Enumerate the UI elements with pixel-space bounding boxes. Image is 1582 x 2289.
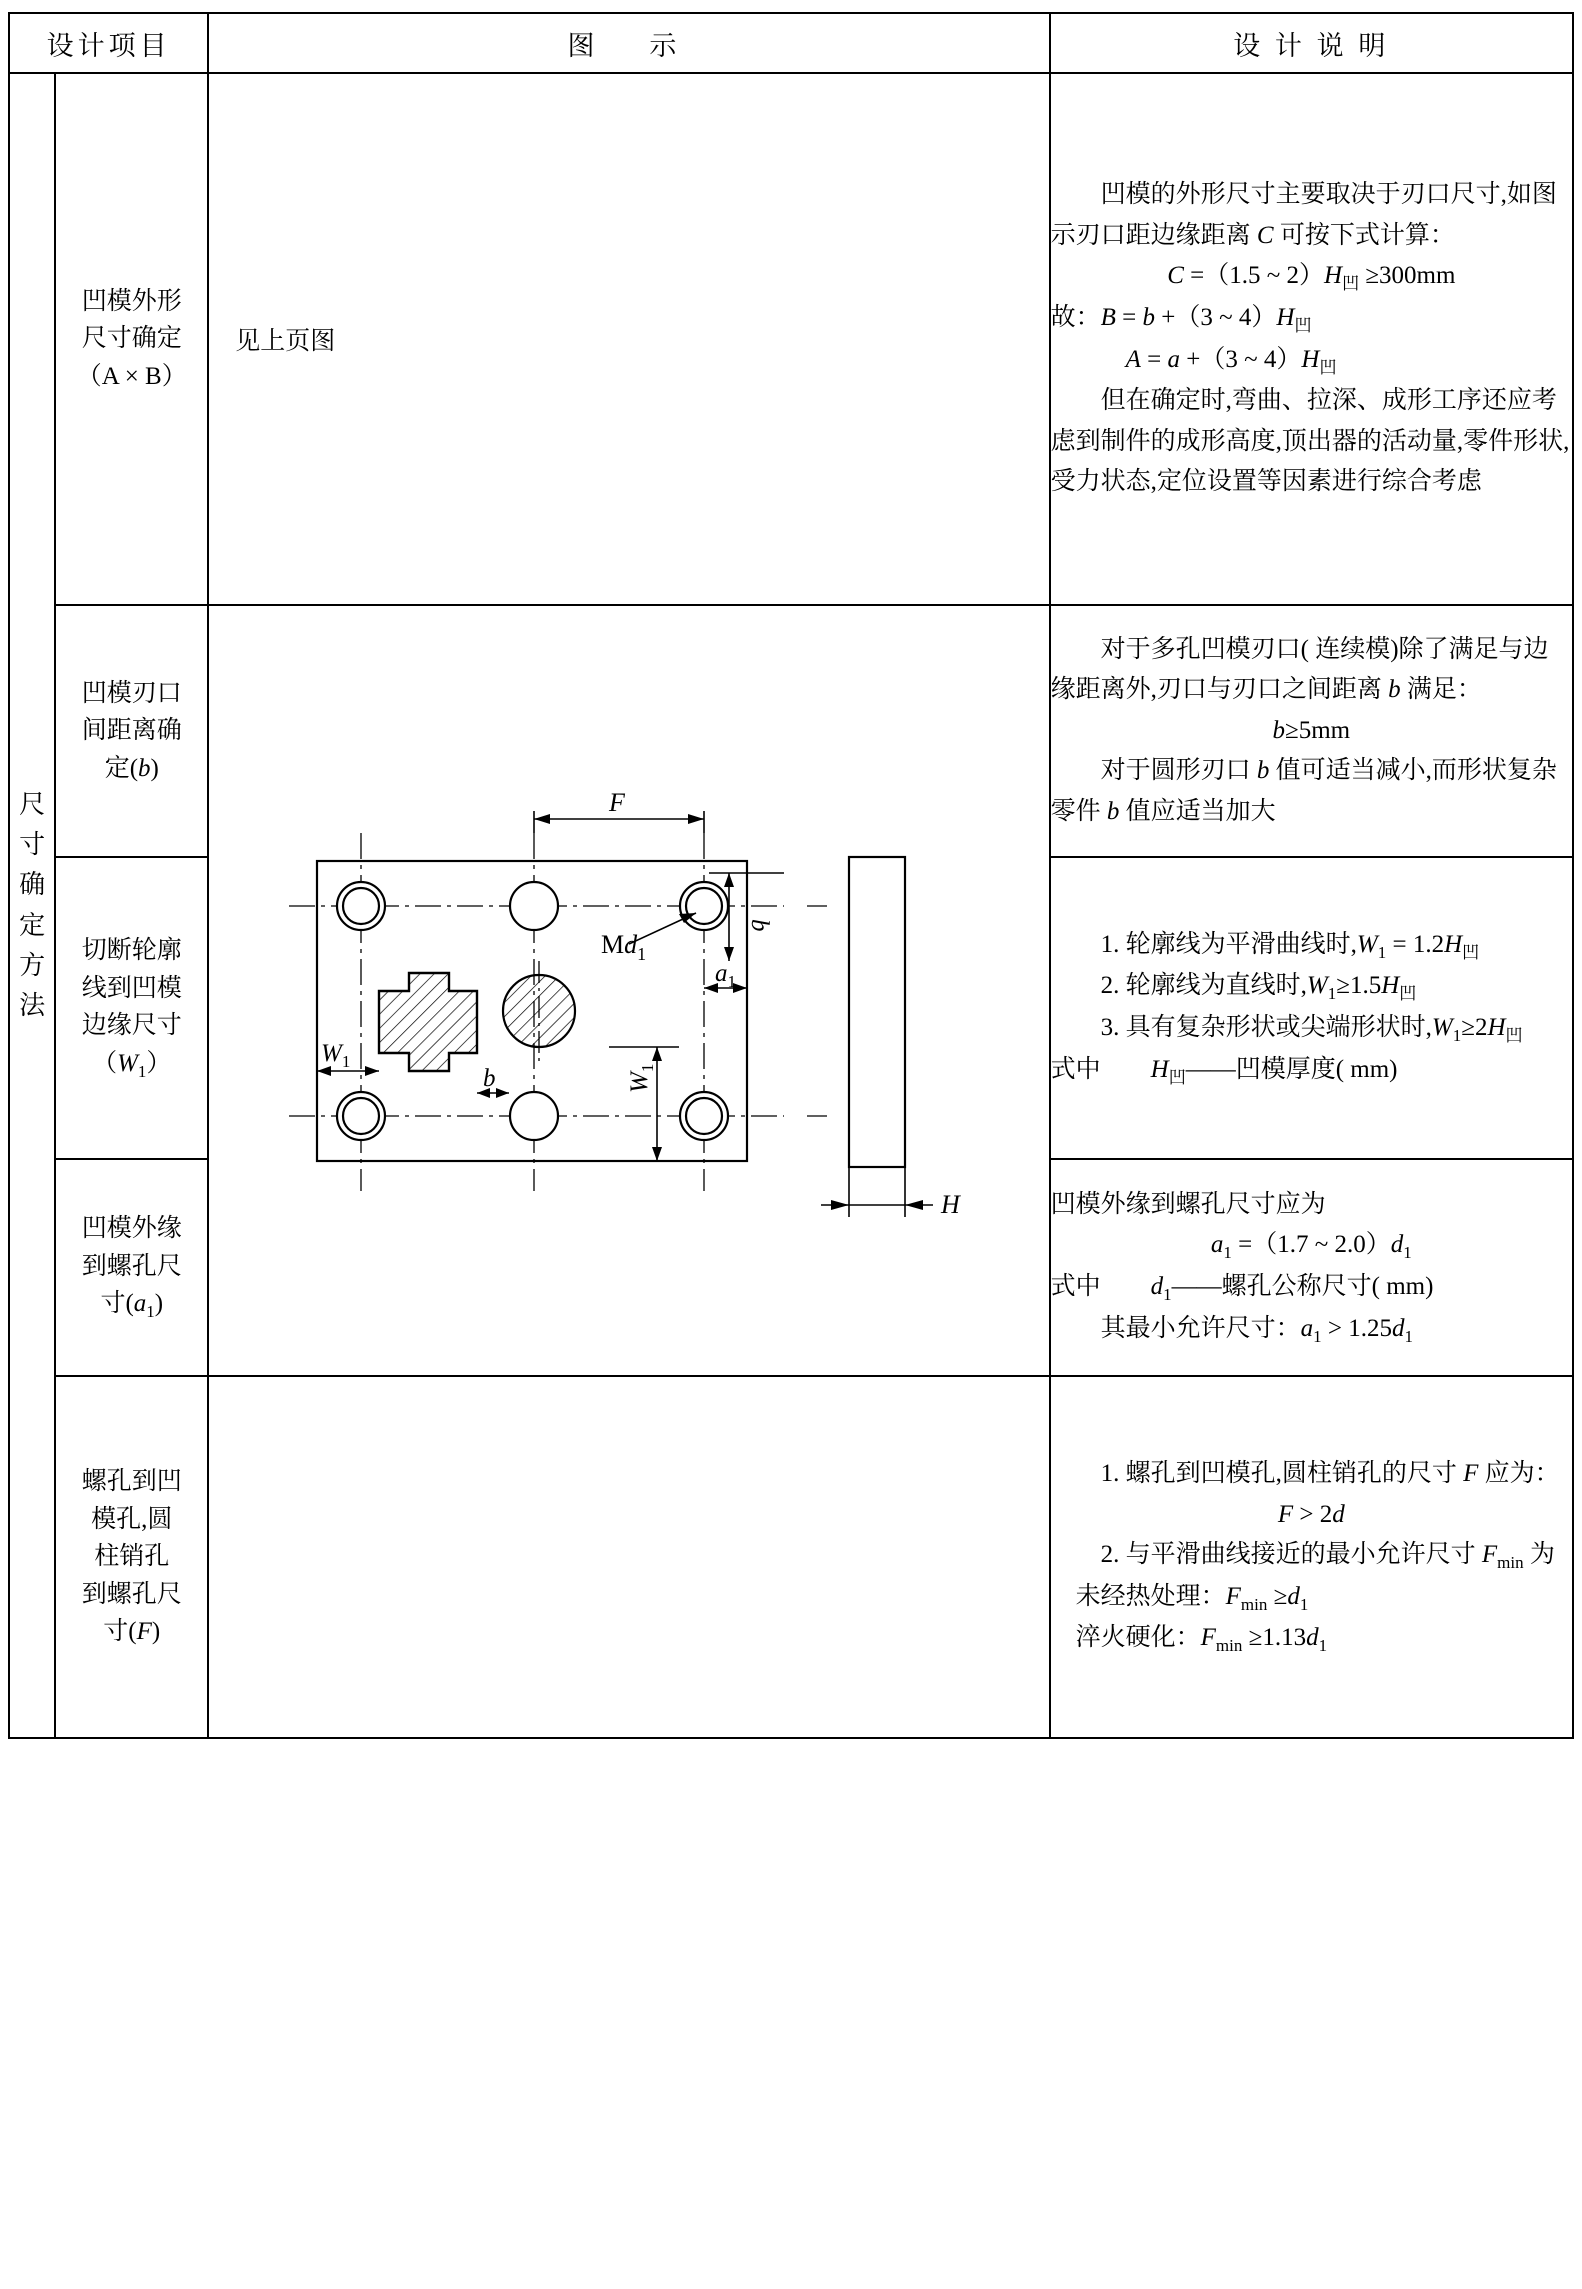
item-cell-edge-spacing: 凹模刃口 间距离确 定(b) [55, 605, 208, 857]
desc-p: 式中 $d_1——$螺孔公称尺寸( mm) [1050, 1272, 1434, 1304]
spec-table [8, 12, 1574, 1739]
die-plate-svg [209, 661, 1045, 1321]
desc-formula: $a_1 =(1.7$ ~ $2.0)d_1$ [1210, 1231, 1412, 1263]
desc-p: 2. 轮廓线为直线时$,W_1\ge 1.5H_凹$ [1100, 972, 1417, 1004]
description-cell-1 [1050, 73, 1573, 605]
desc-p: 2. 与平滑曲线接近的最小允许尺寸 $F_{min}$ 为 [1100, 1541, 1555, 1573]
label-a1: $a_1$ [715, 959, 737, 991]
desc-formula: C =（1.5 ~ $2)H_凹 \ge 300mm$ [1167, 262, 1456, 294]
desc-formula: A = a +（3 ~ $4)H_凹$ [1125, 345, 1337, 377]
desc-p: 但在确定时,弯曲、拉深、成形工序还应考虑到制件的成形高度,顶出器的活动量,零件形状,受力状态,定位设置等因素进行综合考虑 [1050, 387, 1570, 496]
label-H: H [941, 1189, 961, 1219]
item-sub: 寸(F) [103, 1618, 161, 1646]
item-cell-screwhole-to-die: 螺孔到凹 模孔,圆 柱销孔 到螺孔尺 寸(F) [55, 1376, 208, 1738]
desc-formula: F > 2d [1277, 1500, 1345, 1528]
desc-p: 1. 螺孔到凹模孔,圆柱销孔的尺寸 F 应为： [1100, 1460, 1560, 1488]
label-W1-middle: $W_1$ [626, 1063, 658, 1093]
desc-p: 对于多孔凹模刃口( 连续模)除了满足与边缘距离外,刃口与刃口之间距离 b 满足： [1050, 635, 1549, 704]
description-cell-5 [1050, 1376, 1573, 1738]
figure-cell-see-previous [208, 73, 1049, 605]
table-row [9, 1376, 1573, 1738]
desc-formula: 故：B = b +（3 ~ $4)H_凹$ [1050, 303, 1312, 335]
description-cell-2 [1050, 605, 1573, 857]
header-description: 设 计 说 明 [1050, 13, 1573, 73]
item-cell-contour-to-edge: 切断轮廓 线到凹模 边缘尺寸 $(W_1)$ [55, 857, 208, 1159]
desc-p: 1. 轮廓线为平滑曲线时$,W_1 = 1.2H_凹$ [1100, 930, 1480, 962]
desc-p: 其最小允许尺寸：$a_1 > 1.25d_1$ [1100, 1314, 1413, 1346]
item-cell-die-outline: 凹模外形 尺寸确定 （A × B） [55, 73, 208, 605]
item-cell-edge-to-screwhole: 凹模外缘 到螺孔尺 寸$(a_1)$ [55, 1159, 208, 1376]
figure-note: 见上页图 [235, 328, 336, 355]
desc-p: 淬火硬化：$F_{min} \ge 1.13d_1$ [1075, 1624, 1328, 1656]
desc-p: 对于圆形刃口 b 值可适当减小,而形状复杂零件 b 值应适当加大 [1050, 757, 1557, 825]
desc-formula: b≥5mm [1272, 716, 1351, 744]
desc-p: 式中 $H_凹——$凹模厚度( mm) [1050, 1055, 1398, 1087]
figure-cell-drawing [208, 605, 1049, 1376]
item-sub: 定(b) [104, 754, 159, 782]
item-sub: $(W_1)$ [92, 1049, 172, 1081]
table-header-row [9, 13, 1573, 73]
desc-p: 凹模的外形尺寸主要取决于刃口尺寸,如图示刃口距边缘距离 C 可按下式计算： [1050, 181, 1557, 249]
item-sub: 寸$(a_1)$ [100, 1290, 164, 1322]
table-row [9, 605, 1573, 857]
description-cell-4 [1050, 1159, 1573, 1376]
label-W1-left: $W_1$ [321, 1039, 351, 1071]
label-b-vertical: b [746, 918, 774, 931]
die-plate-drawing [209, 661, 1048, 1321]
label-b-lower: b [483, 1064, 496, 1092]
label-F: F [609, 787, 626, 817]
description-cell-3 [1050, 857, 1573, 1159]
header-figure: 图 示 [208, 13, 1049, 73]
desc-p: 凹模外缘到螺孔尺寸应为 [1050, 1190, 1326, 1218]
label-Md1: $Md_1$ [601, 929, 647, 964]
figure-cell-empty [208, 1376, 1049, 1738]
desc-p: 3. 具有复杂形状或尖端形状时$,W_1\ge 2H_凹$ [1100, 1014, 1523, 1045]
side-vertical-label: 尺 寸 确 定 方 法 [9, 73, 55, 1738]
header-design-item: 设计项目 [9, 13, 208, 73]
table-row [9, 73, 1573, 605]
desc-p: 未经热处理：$F_{min} \ge d_1$ [1075, 1582, 1309, 1614]
